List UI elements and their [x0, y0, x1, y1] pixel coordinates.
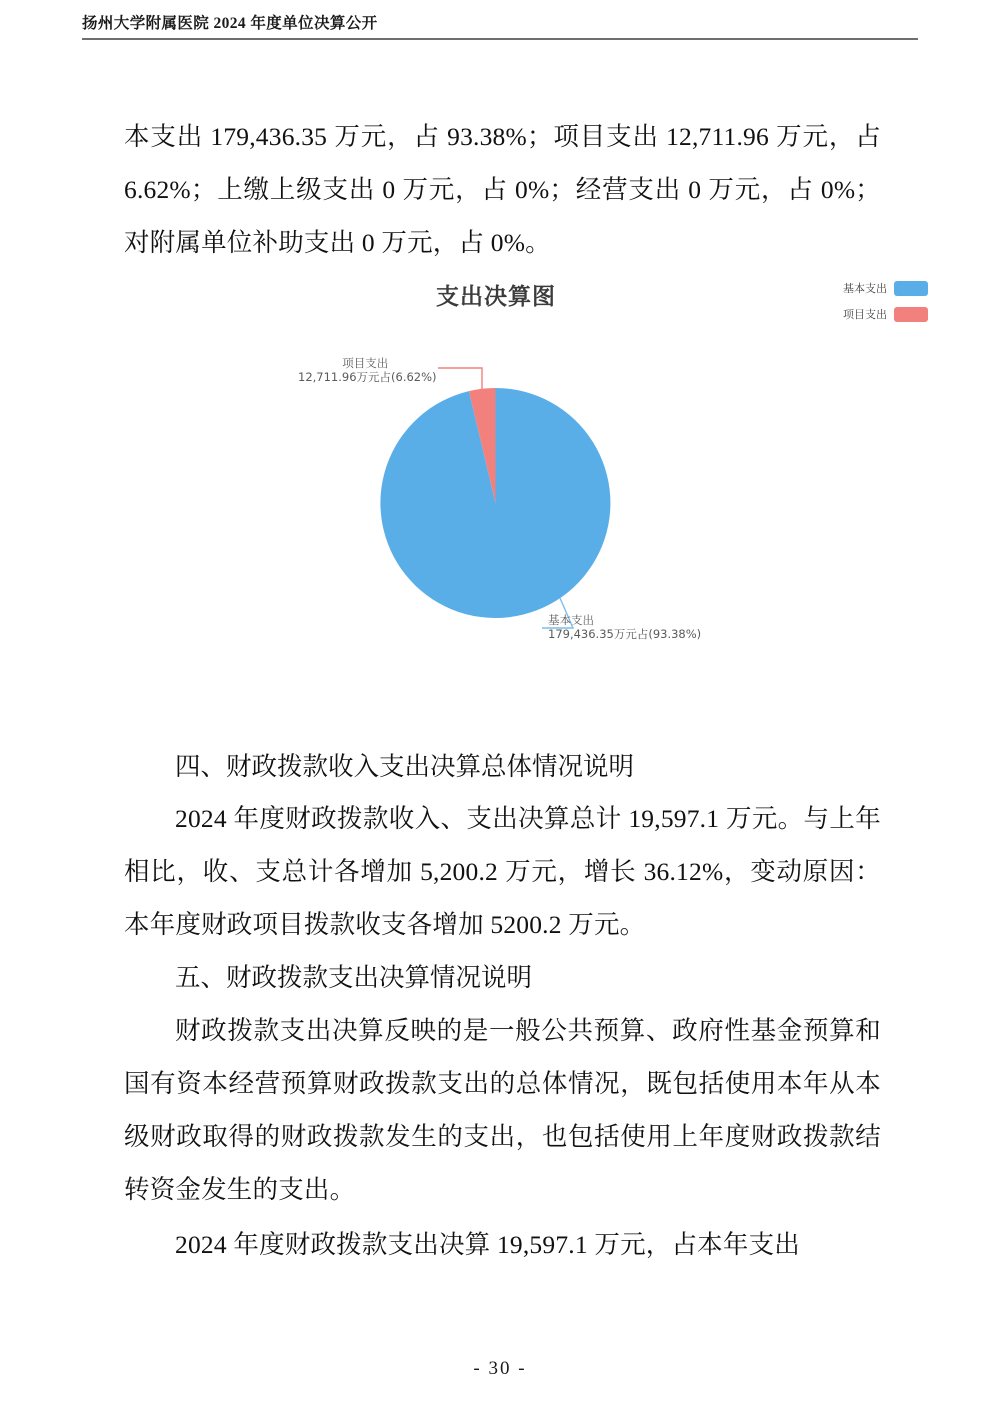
- heading-text: 五、财政拨款支出决算情况说明: [175, 963, 533, 992]
- section-heading-four: [124, 740, 881, 793]
- paragraph-section-five: [124, 1004, 881, 1216]
- heading-text: 四、财政拨款收入支出决算总体情况说明: [175, 752, 635, 781]
- legend-label-basic: 基本支出: [843, 282, 887, 295]
- chart-title: 支出决算图: [436, 284, 556, 310]
- header-title: 扬州大学附属医院 2024 年度单位决算公开: [82, 15, 378, 32]
- pie-label-project-value: 12,711.96万元占(6.62%): [298, 370, 437, 384]
- legend-label-project: 项目支出: [843, 308, 887, 321]
- pie-label-basic: [548, 613, 701, 641]
- pie-label-basic-value: 179,436.35万元占(93.38%): [548, 627, 702, 641]
- pie-label-project: [298, 356, 437, 384]
- paragraph-text: 财政拨款支出决算反映的是一般公共预算、政府性基金预算和国有资本经营预算财政拨款支出的总体情况，既包括使用本年从本级财政取得的财政拨款发生的支出，也包括使用上年度财政拨款结转资金发生的支出。: [124, 1016, 881, 1204]
- expenditure-pie-chart: [270, 268, 930, 688]
- header-divider: [82, 38, 918, 40]
- paragraph-section-five-continued: [124, 1218, 881, 1271]
- page-number: - 30 -: [473, 1358, 527, 1379]
- paragraph-expenditure-breakdown: [124, 110, 881, 269]
- section-heading-five: [124, 951, 881, 1004]
- paragraph-text: 本支出 179,436.35 万元，占 93.38%；项目支出 12,711.96 万元，占 6.62%；上缴上级支出 0 万元，占 0%；经营支出 0 万元，占 0%；对附属单位补助支出 0 万元，占 0%。: [124, 122, 881, 257]
- paragraph-section-four: [124, 792, 881, 951]
- pie-label-basic-name: 基本支出: [548, 613, 594, 627]
- paragraph-text: 2024 年度财政拨款支出决算 19,597.1 万元，占本年支出: [175, 1230, 800, 1259]
- pie-label-project-name: 项目支出: [342, 356, 389, 370]
- page-header: [82, 14, 918, 40]
- pie-plot-area: [270, 268, 930, 688]
- paragraph-text: 2024 年度财政拨款收入、支出决算总计 19,597.1 万元。与上年相比，收、支总计各增加 5,200.2 万元，增长 36.12%，变动原因：本年度财政项目拨款收支各增加 5200.2 万元。: [124, 804, 881, 939]
